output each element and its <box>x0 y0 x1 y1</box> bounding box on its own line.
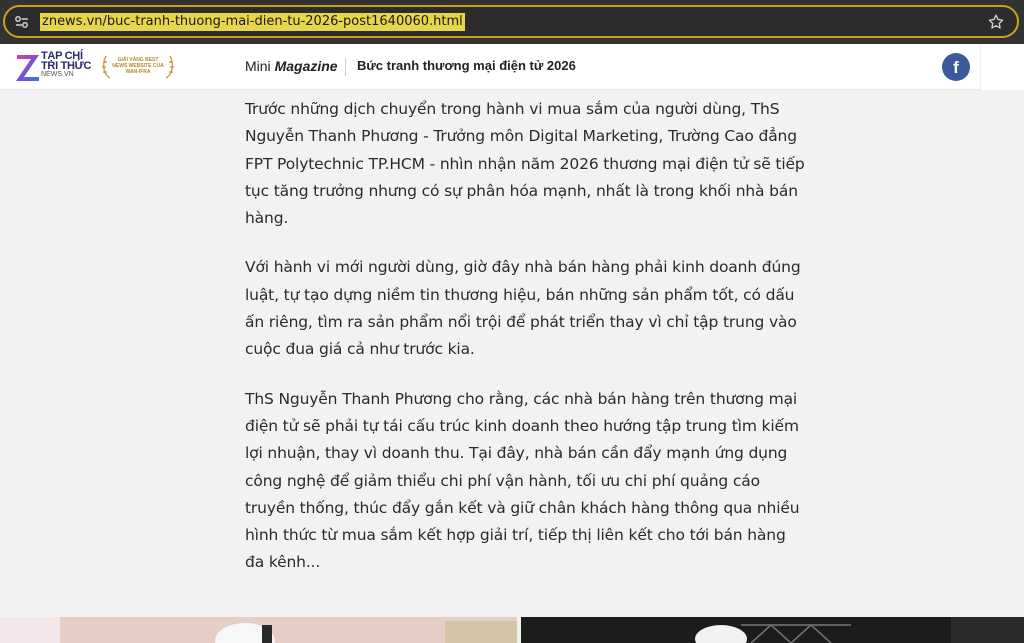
logo-line-2: TRI THỨC <box>41 60 92 72</box>
address-bar[interactable] <box>3 5 1019 38</box>
article-photo-left <box>0 617 517 643</box>
logo-line-1: TẠP CHÍ <box>41 50 83 62</box>
article-paragraph: ThS Nguyễn Thanh Phương cho rằng, các nhà bán hàng trên thương mại điện tử sẽ phải tự tái cấu trúc kinh doanh theo hướng tập trung tìm kiếm lợi nhuận, thay vì doanh thu. Tại đây, nhà bán cần đẩy mạnh ứng dụng công nghệ để giảm thiểu chi phí vận hành, tối ưu chi phí quảng cáo truyền thống, thúc đẩy gắn kết và giữ chân khách hàng thông qua nhiều hình thức từ mua sắm kết hợp giải trí, tiếp thị liên kết cho tới bán hàng đa kênh... <box>245 389 800 572</box>
facebook-share-button[interactable] <box>942 53 970 81</box>
article-paragraph: Trước những dịch chuyển trong hành vi mua sắm của người dùng, ThS Nguyễn Thanh Phương - Trưởng môn Digital Marketing, Trường Cao đẳng FPT Polytechnic TP.HCM - nhìn nhận năm 2026 thương mại điện tử sẽ tiếp tục tăng trưởng nhưng có sự phân hóa mạnh, nhất là trong khối nhà bán hàng. <box>245 100 805 228</box>
site-header <box>0 44 1024 90</box>
browser-toolbar <box>0 0 1024 44</box>
award-badge <box>100 54 176 80</box>
header-right-panel <box>980 44 1024 90</box>
photo-left-scene <box>0 617 517 643</box>
article-body <box>245 96 805 599</box>
tune-icon[interactable] <box>14 14 30 30</box>
photo-right-scene <box>521 617 1024 643</box>
section-label[interactable] <box>245 58 338 74</box>
article-photo-right <box>521 617 1024 643</box>
site-logo[interactable] <box>41 51 91 79</box>
header-article-title: Bức tranh thương mại điện tử 2026 <box>357 58 576 73</box>
section-prefix: Mini <box>245 58 271 74</box>
star-icon[interactable] <box>987 13 1005 31</box>
facebook-icon: f <box>953 58 959 77</box>
laurel-right-icon <box>164 54 176 80</box>
logo-z-icon[interactable] <box>15 52 41 82</box>
header-divider <box>345 58 346 76</box>
award-text: GIẢI VÀNG BEST NEWS WEBSITE CỦA WAN-IFRA <box>112 57 164 75</box>
url-text[interactable]: znews.vn/buc-tranh-thuong-mai-dien-tu-2026-post1640060.html <box>42 14 463 29</box>
logo-line-3: NEWS.VN <box>41 71 74 78</box>
section-name: Magazine <box>274 58 338 74</box>
article-paragraph: Với hành vi mới người dùng, giờ đây nhà bán hàng phải kinh doanh đúng luật, tự tạo dựng niềm tin thương hiệu, bán những sản phẩm tốt, có dấu ấn riêng, tìm ra sản phẩm nổi trội để phát triển thay vì chỉ tập trung vào cuộc đua giá cả như trước kia. <box>245 258 801 359</box>
